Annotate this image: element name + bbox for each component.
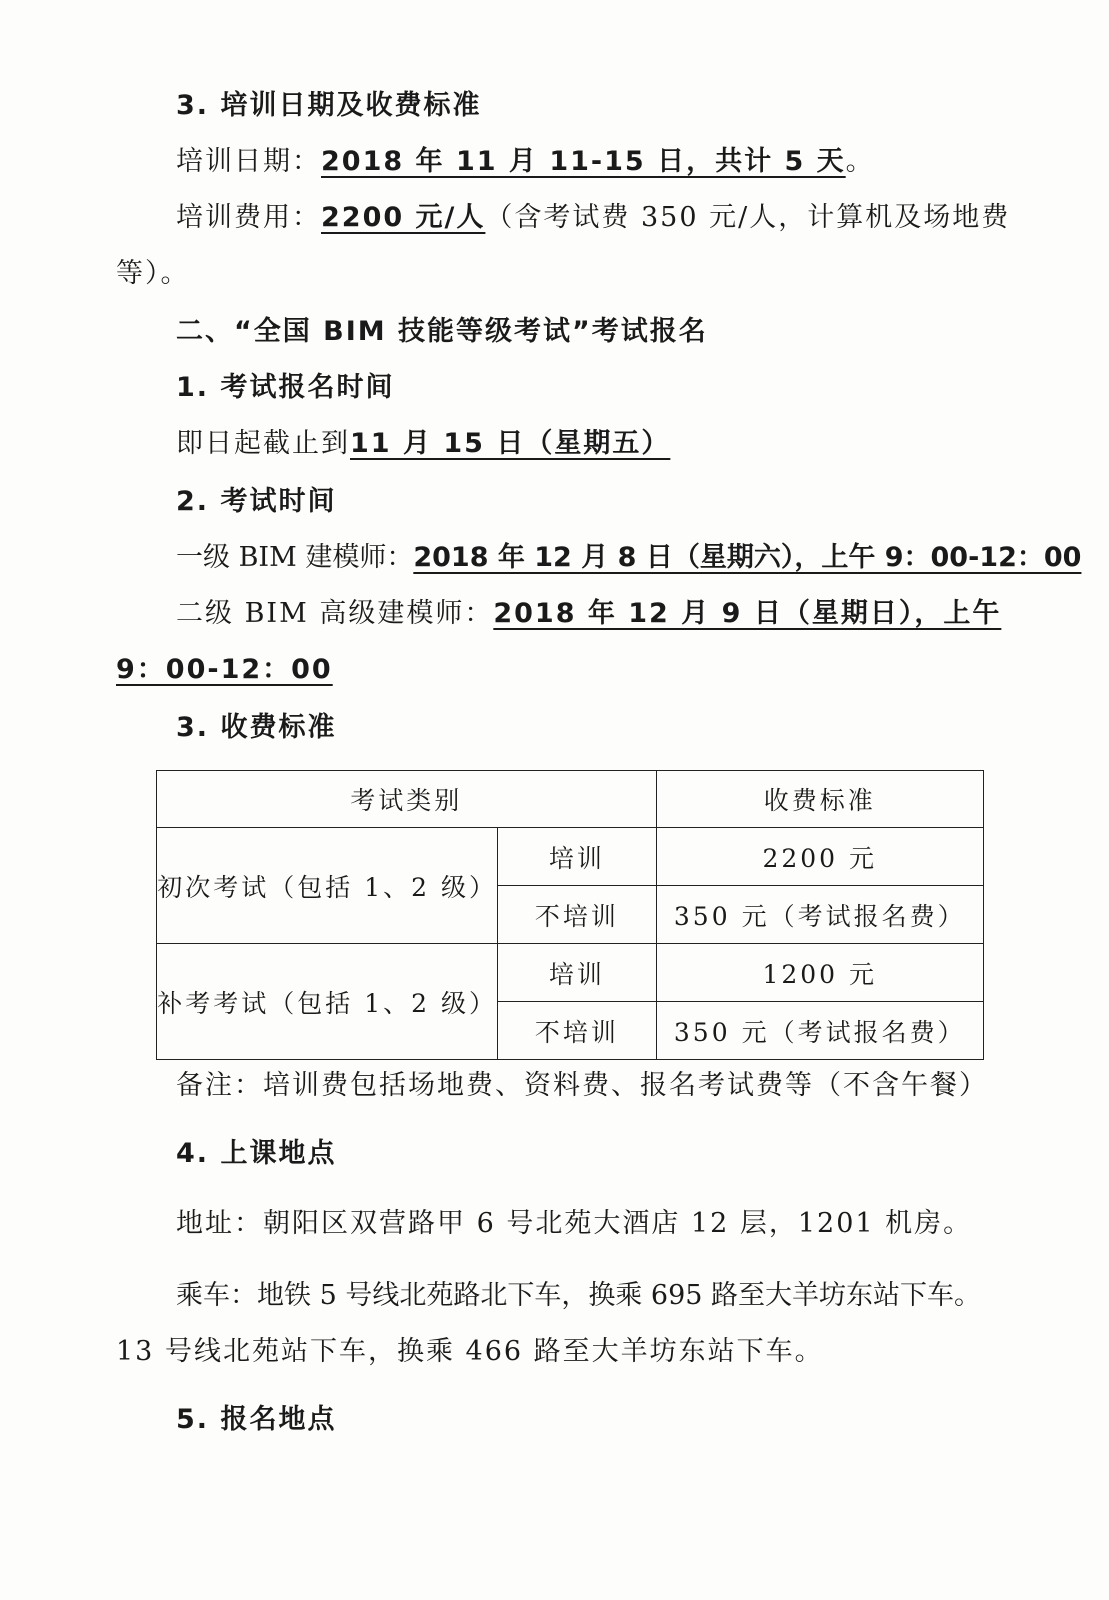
reg-time-value: 11 月 15 日（星期五）	[350, 428, 671, 459]
table-cell-fee: 350 元（考试报名费）	[656, 886, 984, 944]
training-fee-label: 培训费用：	[176, 202, 321, 233]
class-address: 地址：朝阳区双营路甲 6 号北苑大酒店 12 层，1201 机房。	[176, 1208, 973, 1239]
table-row	[157, 828, 984, 886]
fee-standard-heading: 3. 收费标准	[176, 712, 337, 743]
training-date-line	[176, 142, 875, 182]
transit-line-1: 乘车：地铁 5 号线北苑路北下车，换乘 695 路至大羊坊东站下车。	[176, 1280, 982, 1311]
training-date-value: 2018 年 11 月 11-15 日，共计 5 天	[321, 146, 846, 177]
reg-time-line	[176, 424, 670, 464]
fee-remark: 备注：培训费包括场地费、资料费、报名考试费等（不含午餐）	[176, 1070, 988, 1101]
level2-value: 2018 年 12 月 9 日（星期日），上午	[493, 598, 1002, 629]
level1-label: 一级 BIM 建模师：	[176, 542, 414, 573]
table-cell-fee: 2200 元	[656, 828, 984, 886]
level1-exam-time-line	[176, 538, 1081, 578]
training-fee-value: 2200 元/人	[321, 202, 486, 233]
class-location-heading: 4. 上课地点	[176, 1138, 337, 1169]
level2-exam-time-continued	[116, 650, 333, 690]
table-cell-type: 培训	[498, 944, 656, 1002]
table-row	[157, 944, 984, 1002]
reg-time-prefix: 即日起截止到	[176, 428, 350, 459]
table-header-row	[157, 771, 984, 828]
section-heading-training-date-fee: 3. 培训日期及收费标准	[176, 90, 482, 121]
level2-exam-time-line	[176, 594, 1001, 634]
level1-value: 2018 年 12 月 8 日（星期六），上午 9：00-12：00	[413, 542, 1082, 573]
table-cell-type: 不培训	[498, 1002, 656, 1060]
level2-value-continued: 9：00-12：00	[116, 654, 333, 685]
table-cell-category: 初次考试（包括 1、2 级）	[157, 828, 498, 944]
table-cell-fee: 350 元（考试报名费）	[656, 1002, 984, 1060]
table-cell-category: 补考考试（包括 1、2 级）	[157, 944, 498, 1060]
table-cell-type: 培训	[498, 828, 656, 886]
registration-location-heading: 5. 报名地点	[176, 1404, 337, 1435]
table-cell-type: 不培训	[498, 886, 656, 944]
training-fee-note-continued: 等）。	[116, 258, 190, 289]
reg-time-heading: 1. 考试报名时间	[176, 372, 395, 403]
training-date-label: 培训日期：	[176, 146, 321, 177]
level2-label: 二级 BIM 高级建模师：	[176, 598, 494, 629]
part-heading-exam-registration: 二、“全国 BIM 技能等级考试”考试报名	[176, 316, 708, 347]
table-header-category: 考试类别	[157, 771, 657, 828]
table-cell-fee: 1200 元	[656, 944, 984, 1002]
training-fee-note: （含考试费 350 元/人，计算机及场地费	[485, 202, 1011, 233]
training-fee-line	[176, 198, 1010, 238]
fee-table	[156, 770, 984, 1060]
training-date-end: 。	[845, 146, 875, 177]
table-header-fee: 收费标准	[656, 771, 984, 828]
transit-line-2: 13 号线北苑站下车，换乘 466 路至大羊坊东站下车。	[116, 1336, 824, 1367]
exam-time-heading: 2. 考试时间	[176, 486, 337, 517]
